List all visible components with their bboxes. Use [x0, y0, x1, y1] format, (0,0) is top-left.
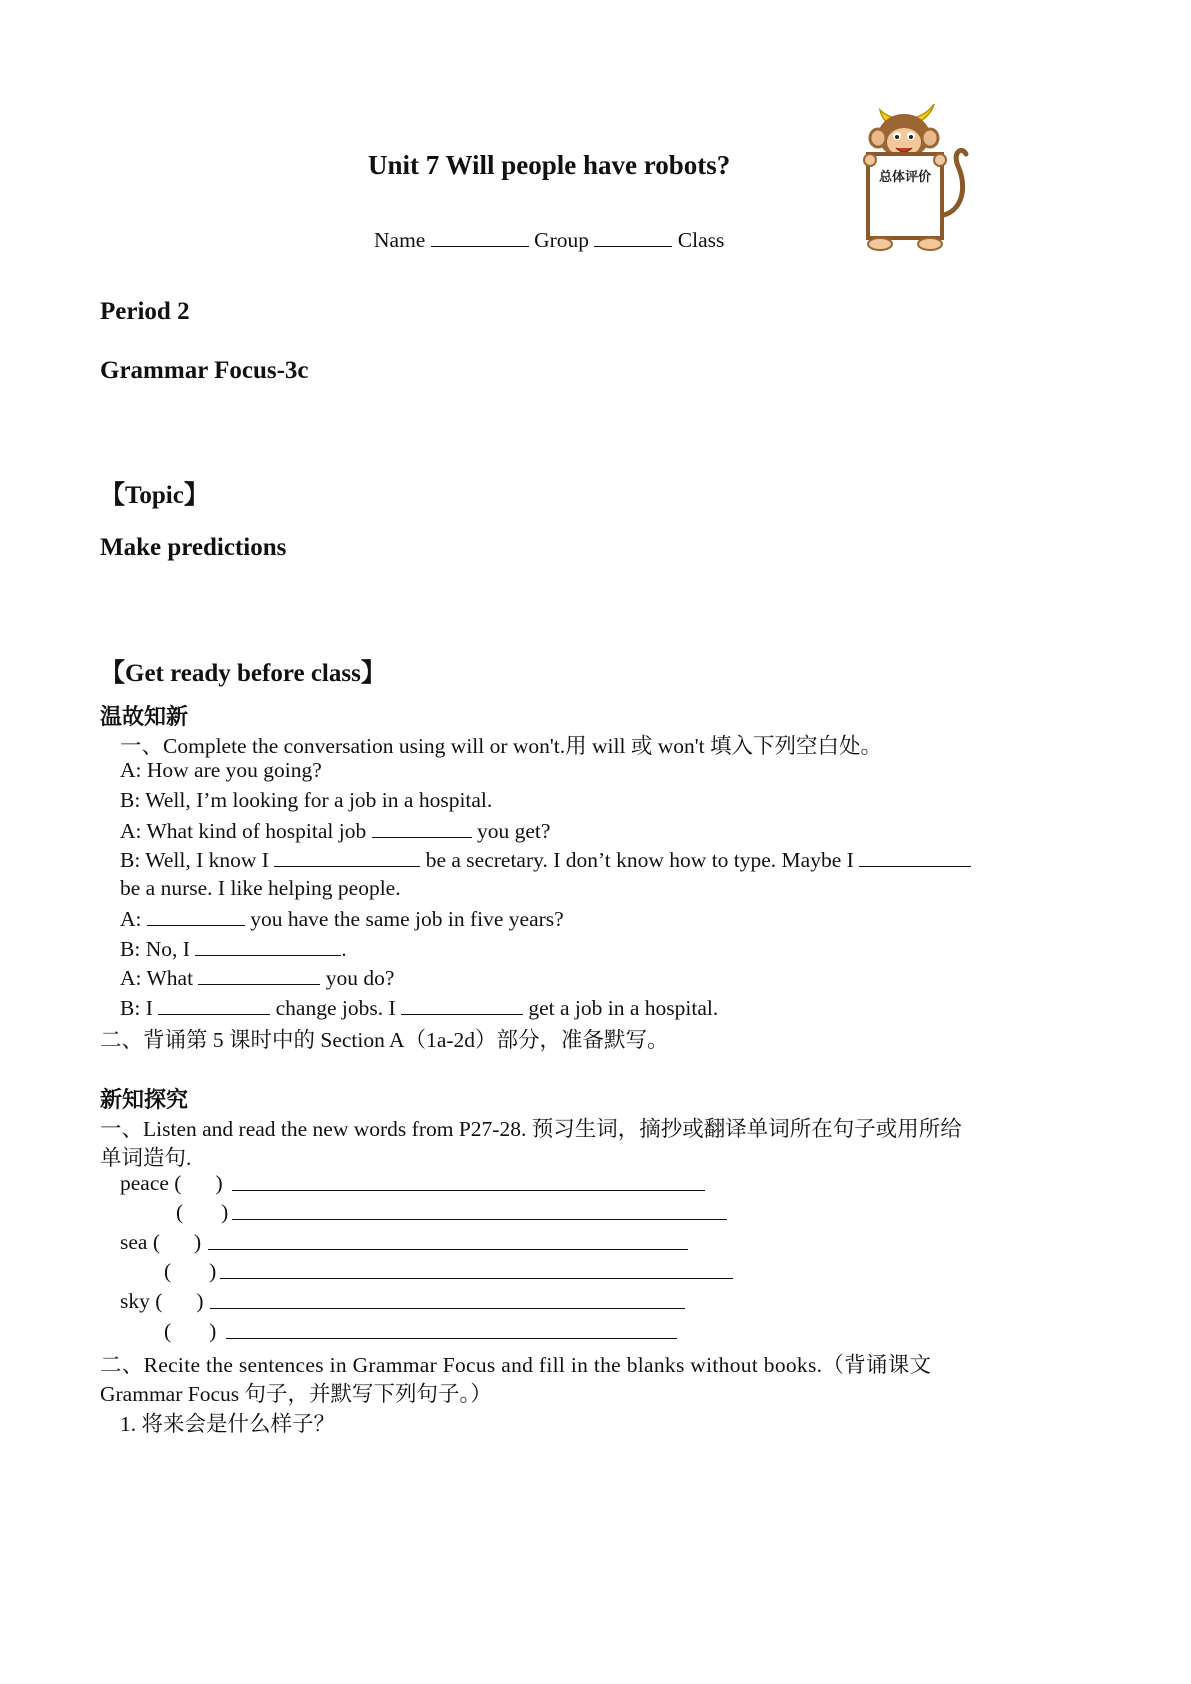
word-sentence-line[interactable] — [210, 1308, 685, 1309]
dialogue-text: B: No, I — [120, 937, 190, 961]
paren-open: ( — [164, 1259, 172, 1283]
word-sentence-line[interactable] — [208, 1249, 688, 1250]
answer-blank[interactable] — [198, 964, 320, 985]
dialogue-line-3 — [120, 817, 550, 844]
explore-instruction-line-2: 单词造句. — [100, 1146, 192, 1170]
word-label: peace ( — [120, 1171, 182, 1195]
paren-close: ) — [209, 1259, 217, 1283]
dialogue-text: A: What kind of hospital job — [120, 819, 367, 843]
period-heading: Period 2 — [100, 298, 190, 325]
paren-close: ) — [221, 1200, 229, 1224]
lesson-heading: Grammar Focus-3c — [100, 357, 309, 384]
paren-open: ( — [176, 1200, 184, 1224]
badge-label: 总体评价 — [878, 170, 932, 185]
paren-close: ) — [215, 1171, 223, 1195]
review-heading: 温故知新 — [100, 704, 189, 729]
dialogue-text: you have the same job in five years? — [250, 907, 564, 931]
paren-close: ) — [196, 1289, 204, 1313]
name-field[interactable] — [431, 226, 529, 247]
paren-open: ( — [164, 1319, 172, 1343]
word-sentence-line[interactable] — [226, 1338, 677, 1339]
dialogue-text: B: I — [120, 996, 153, 1020]
word-peace-second — [176, 1200, 228, 1225]
dialogue-text: B: Well, I know I — [120, 848, 269, 872]
word-sky — [120, 1289, 204, 1314]
dialogue-text: get a job in a hospital. — [528, 996, 719, 1020]
dialogue-line-2: B: Well, I’m looking for a job in a hospital. — [120, 788, 493, 812]
dialogue-text: you do? — [325, 966, 395, 990]
dialogue-line-5: be a nurse. I like helping people. — [120, 876, 401, 900]
explore-instruction-line-1: 一、Listen and read the new words from P27-28. 预习生词，摘抄或翻译单词所在句子或用所给 — [100, 1117, 962, 1141]
answer-blank[interactable] — [195, 935, 341, 956]
dialogue-text: be a secretary. I don’t know how to type. Maybe I — [425, 848, 854, 872]
monkey-evaluation-badge-icon — [850, 96, 970, 256]
review-instruction: 一、Complete the conversation using will or won't.用 will 或 won't 填入下列空白处。 — [120, 734, 882, 758]
dialogue-line-7 — [120, 935, 347, 962]
dialogue-text: . — [341, 937, 347, 961]
recite-instruction-line-2: Grammar Focus 句子，并默写下列句子。） — [100, 1382, 492, 1406]
paren-close: ) — [209, 1319, 217, 1343]
word-sea — [120, 1230, 201, 1255]
group-field[interactable] — [594, 226, 672, 247]
student-info-line — [374, 226, 724, 253]
word-label: sky ( — [120, 1289, 163, 1313]
dialogue-text: change jobs. I — [275, 996, 396, 1020]
topic-heading: 【Topic】 — [100, 482, 209, 509]
dialogue-line-9 — [120, 994, 718, 1021]
answer-blank[interactable] — [147, 905, 245, 926]
word-sentence-line[interactable] — [232, 1219, 727, 1220]
dialogue-text: A: What — [120, 966, 194, 990]
word-sentence-line[interactable] — [232, 1190, 705, 1191]
dialogue-line-8 — [120, 964, 394, 991]
dialogue-line-4 — [120, 846, 971, 873]
topic-text: Make predictions — [100, 534, 287, 561]
recite-instruction-line-1: 二、Recite the sentences in Grammar Focus and fill in the blanks without books.（背诵课文 — [100, 1353, 932, 1377]
dialogue-line-6 — [120, 905, 564, 932]
answer-blank[interactable] — [401, 994, 523, 1015]
name-label: Name — [374, 228, 426, 252]
dialogue-line-1: A: How are you going? — [120, 758, 322, 782]
review-recite-instruction: 二、背诵第 5 课时中的 Section A（1a-2d）部分，准备默写。 — [100, 1028, 669, 1052]
dialogue-text: you get? — [476, 819, 551, 843]
get-ready-heading: 【Get ready before class】 — [100, 660, 386, 687]
word-sentence-line[interactable] — [220, 1278, 733, 1279]
class-label: Class — [677, 228, 725, 252]
worksheet-title: Unit 7 Will people have robots? — [368, 150, 731, 180]
word-label: sea ( — [120, 1230, 160, 1254]
answer-blank[interactable] — [859, 846, 971, 867]
question-1: 1. 将来会是什么样子？ — [120, 1412, 336, 1436]
group-label: Group — [534, 228, 590, 252]
dialogue-text: A: — [120, 907, 142, 931]
answer-blank[interactable] — [274, 846, 420, 867]
answer-blank[interactable] — [372, 817, 472, 838]
word-sky-second — [164, 1319, 216, 1344]
word-sea-second — [164, 1259, 216, 1284]
word-peace — [120, 1171, 223, 1196]
paren-close: ) — [194, 1230, 202, 1254]
explore-heading: 新知探究 — [100, 1087, 189, 1112]
answer-blank[interactable] — [158, 994, 270, 1015]
